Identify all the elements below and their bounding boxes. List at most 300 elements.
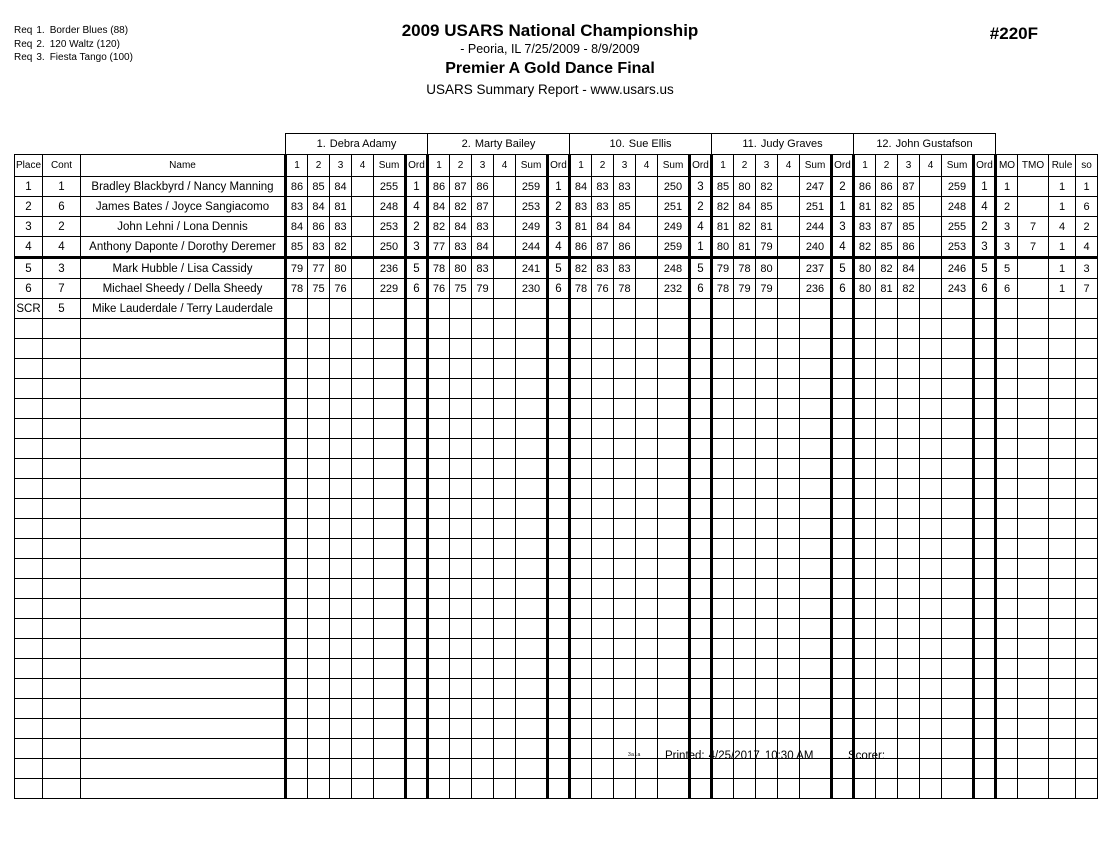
column-header-dance-3: 3 [898,155,920,177]
cell-empty [920,519,942,539]
cell-empty [472,739,494,759]
table-row-empty[interactable] [15,739,1098,759]
cell-empty [406,679,428,699]
cell-empty [548,479,570,499]
cell-empty [690,639,712,659]
cell-empty [800,379,832,399]
cell-empty [15,519,43,539]
cell-dance-score: 86 [876,177,898,197]
cell-empty [286,479,308,499]
cell-empty [570,719,592,739]
cell-empty [592,379,614,399]
cell-empty [1018,359,1049,379]
cell-empty [636,459,658,479]
requirement-label: Req [14,25,33,36]
cell-empty [734,699,756,719]
cell-dance-score: 82 [570,258,592,279]
cell-empty [876,519,898,539]
table-row-empty[interactable] [15,519,1098,539]
cell-empty [428,679,450,699]
cell-empty [1018,319,1049,339]
cell-empty [472,679,494,699]
cell-empty [570,359,592,379]
cell-empty [778,379,800,399]
cell-empty [898,659,920,679]
cell-empty [876,679,898,699]
cell-empty [494,379,516,399]
cell-empty [15,739,43,759]
cell-empty [1076,639,1098,659]
cell-empty [734,379,756,399]
cell-empty [286,559,308,579]
cell-empty [548,439,570,459]
cell-empty [1018,599,1049,619]
cell-empty [570,699,592,719]
cell-empty [286,719,308,739]
cell-empty [428,639,450,659]
cell-sum: 236 [800,279,832,299]
cell-empty [494,519,516,539]
cell-empty [854,579,876,599]
cell-empty [1018,779,1049,799]
cell-empty [81,739,286,759]
cell-empty [494,499,516,519]
cell-empty [996,639,1018,659]
cell-empty [374,759,406,779]
cell-so [1076,299,1098,319]
requirement-label: Req [14,38,33,50]
cell-ord: 1 [690,237,712,258]
cell-empty [43,659,81,679]
cell-empty [800,319,832,339]
cell-empty [996,679,1018,699]
cell-empty [712,719,734,739]
cell-dance-score: 86 [428,177,450,197]
cell-sum: 249 [658,217,690,237]
cell-dance-score: 82 [898,279,920,299]
table-row[interactable] [15,258,1098,279]
column-header-dance-1: 1 [286,155,308,177]
cell-empty [1018,719,1049,739]
table-row[interactable] [15,237,1098,258]
cell-empty [996,459,1018,479]
cell-empty [854,559,876,579]
cell-empty [712,399,734,419]
column-header-sum: Sum [942,155,974,177]
cell-empty [658,559,690,579]
cell-empty [658,459,690,479]
cell-empty [472,439,494,459]
judge-number: 10. [609,138,625,150]
cell-empty [406,519,428,539]
cell-empty [832,399,854,419]
cell-empty [1018,759,1049,779]
cell-empty [690,319,712,339]
cell-empty [942,599,974,619]
cell-empty [308,459,330,479]
cell-dance-score [778,258,800,279]
cell-empty [898,779,920,799]
cell-empty [472,539,494,559]
cell-empty [734,479,756,499]
cell-dance-score [920,217,942,237]
cell-dance-score: 78 [428,258,450,279]
table-row-empty[interactable] [15,379,1098,399]
cell-empty [494,579,516,599]
cell-empty [15,779,43,799]
table-row-empty[interactable] [15,339,1098,359]
cell-empty [450,619,472,639]
cell-empty [406,599,428,619]
cell-sum: 241 [516,258,548,279]
cell-empty [800,599,832,619]
cell-empty [614,779,636,799]
cell-cont: 7 [43,279,81,299]
cell-dance-score: 79 [286,258,308,279]
table-row-empty[interactable] [15,579,1098,599]
cell-empty [778,419,800,439]
cell-dance-score: 85 [286,237,308,258]
table-row-empty[interactable] [15,719,1098,739]
cell-empty [570,639,592,659]
cell-empty [516,499,548,519]
cell-empty [308,499,330,519]
cell-empty [1049,479,1076,499]
cell-empty [374,779,406,799]
table-row-empty[interactable] [15,479,1098,499]
cell-dance-score: 86 [472,177,494,197]
cell-dance-score: 83 [308,237,330,258]
cell-empty [81,539,286,559]
cell-empty [898,619,920,639]
table-row-empty[interactable] [15,759,1098,779]
cell-ord: 3 [974,237,996,258]
cell-ord: 3 [832,217,854,237]
cell-empty [15,479,43,499]
cell-empty [690,779,712,799]
cell-empty [778,459,800,479]
cell-empty [832,499,854,519]
cell-empty [428,699,450,719]
cell-empty [494,699,516,719]
cell-empty [800,779,832,799]
judge-row-spacer [1049,134,1076,155]
cell-empty [854,599,876,619]
cell-empty [832,359,854,379]
cell-empty [920,699,942,719]
table-row-empty[interactable] [15,699,1098,719]
cell-name: John Lehni / Lona Dennis [81,217,286,237]
cell-empty [920,559,942,579]
column-header-row [15,155,1098,177]
cell-empty [43,539,81,559]
cell-empty [516,739,548,759]
cell-empty [832,719,854,739]
table-row-empty[interactable] [15,419,1098,439]
cell-empty [1049,459,1076,479]
table-row-empty[interactable] [15,499,1098,519]
cell-empty [920,579,942,599]
cell-empty [1076,539,1098,559]
cell-ord: 4 [548,237,570,258]
judge-row-spacer [996,134,1018,155]
cell-rule: 1 [1049,279,1076,299]
cell-empty [712,319,734,339]
cell-so: 7 [1076,279,1098,299]
cell-dance-score: 75 [450,279,472,299]
cell-empty [832,459,854,479]
cell-empty [778,719,800,739]
cell-dance-score: 85 [898,197,920,217]
cell-empty [352,539,374,559]
cell-empty [81,559,286,579]
cell-rule: 1 [1049,258,1076,279]
cell-dance-score: 80 [330,258,352,279]
cell-empty [876,539,898,559]
judge-row-spacer [15,134,43,155]
cell-empty [832,659,854,679]
column-header-dance-3: 3 [330,155,352,177]
cell-sum: 247 [800,177,832,197]
cell-dance-score [636,299,658,319]
cell-empty [570,379,592,399]
cell-ord [974,299,996,319]
cell-dance-score [778,217,800,237]
cell-empty [854,699,876,719]
cell-empty [854,399,876,419]
table-row-empty[interactable] [15,459,1098,479]
cell-empty [690,419,712,439]
cell-empty [942,539,974,559]
cell-sum: 253 [942,237,974,258]
table-row[interactable] [15,279,1098,299]
cell-so: 6 [1076,197,1098,217]
cell-empty [756,419,778,439]
cell-empty [800,659,832,679]
table-row[interactable] [15,197,1098,217]
cell-dance-score: 83 [614,258,636,279]
cell-empty [43,779,81,799]
cell-sum [800,299,832,319]
cell-dance-score: 80 [756,258,778,279]
cell-empty [778,579,800,599]
cell-empty [592,719,614,739]
table-row-empty[interactable] [15,559,1098,579]
cell-empty [570,519,592,539]
table-row[interactable] [15,217,1098,237]
cell-empty [1076,759,1098,779]
cell-mo: 1 [996,177,1018,197]
cell-dance-score: 87 [898,177,920,197]
cell-dance-score: 83 [854,217,876,237]
cell-empty [876,339,898,359]
cell-empty [920,379,942,399]
cell-empty [592,699,614,719]
cell-empty [636,619,658,639]
cell-empty [374,499,406,519]
cell-empty [898,419,920,439]
cell-empty [352,599,374,619]
print-artifact-mark: 3a1a [628,752,641,758]
table-row-empty[interactable] [15,599,1098,619]
cell-empty [43,639,81,659]
table-row-empty[interactable] [15,679,1098,699]
cell-empty [898,719,920,739]
cell-empty [1076,519,1098,539]
cell-empty [658,539,690,559]
cell-empty [428,459,450,479]
table-row-empty[interactable] [15,639,1098,659]
cell-dance-score [592,299,614,319]
cell-empty [450,479,472,499]
cell-empty [756,779,778,799]
cell-empty [942,739,974,759]
cell-empty [472,699,494,719]
cell-dance-score [352,237,374,258]
cell-empty [516,379,548,399]
cell-ord: 5 [548,258,570,279]
cell-dance-score: 82 [876,197,898,217]
table-row-empty[interactable] [15,539,1098,559]
cell-empty [374,739,406,759]
cell-dance-score: 78 [712,279,734,299]
cell-empty [974,539,996,559]
cell-dance-score: 87 [592,237,614,258]
cell-empty [1049,759,1076,779]
cell-empty [996,579,1018,599]
cell-sum: 248 [942,197,974,217]
cell-empty [1018,519,1049,539]
cell-sum: 250 [374,237,406,258]
cell-empty [614,339,636,359]
cell-empty [406,759,428,779]
table-row-empty[interactable] [15,779,1098,799]
cell-empty [548,359,570,379]
cell-empty [15,619,43,639]
cell-empty [494,659,516,679]
cell-empty [832,379,854,399]
cell-empty [1049,779,1076,799]
cell-empty [920,739,942,759]
printed-date: 4/25/2017 [708,750,760,762]
cell-empty [942,459,974,479]
cell-empty [81,759,286,779]
cell-empty [428,519,450,539]
cell-cont: 5 [43,299,81,319]
cell-empty [832,419,854,439]
cell-empty [832,439,854,459]
cell-dance-score: 82 [876,258,898,279]
cell-empty [330,579,352,599]
cell-empty [548,379,570,399]
table-row-empty[interactable] [15,619,1098,639]
cell-dance-score: 80 [854,258,876,279]
cell-empty [1076,359,1098,379]
cell-ord [406,299,428,319]
cell-empty [712,539,734,559]
cell-empty [81,699,286,719]
cell-empty [286,499,308,519]
cell-empty [374,359,406,379]
requirement-label: Req [14,52,33,63]
column-header-dance-2: 2 [592,155,614,177]
cell-empty [658,419,690,439]
judge-name-header [854,134,996,155]
cell-empty [286,399,308,419]
cell-dance-score: 86 [286,177,308,197]
cell-empty [450,699,472,719]
cell-empty [658,679,690,699]
column-header-dance-4: 4 [494,155,516,177]
cell-empty [43,319,81,339]
cell-empty [920,419,942,439]
cell-empty [450,419,472,439]
cell-empty [15,699,43,719]
cell-empty [308,639,330,659]
table-row-empty[interactable] [15,399,1098,419]
cell-dance-score: 77 [428,237,450,258]
cell-dance-score: 84 [734,197,756,217]
cell-empty [330,479,352,499]
cell-so: 3 [1076,258,1098,279]
cell-empty [548,739,570,759]
cell-empty [974,759,996,779]
cell-empty [898,539,920,559]
table-row[interactable] [15,177,1098,197]
cell-empty [734,579,756,599]
cell-empty [308,759,330,779]
cell-empty [778,619,800,639]
cell-empty [286,599,308,619]
cell-dance-score: 83 [472,217,494,237]
table-row[interactable] [15,299,1098,319]
cell-empty [1018,459,1049,479]
cell-empty [352,779,374,799]
cell-empty [1076,319,1098,339]
cell-empty [592,599,614,619]
cell-empty [712,439,734,459]
cell-empty [1018,379,1049,399]
table-row-empty[interactable] [15,359,1098,379]
cell-dance-score [876,299,898,319]
cell-empty [1049,639,1076,659]
cell-dance-score: 80 [854,279,876,299]
cell-empty [428,659,450,679]
cell-empty [756,679,778,699]
cell-empty [996,659,1018,679]
cell-sum: 232 [658,279,690,299]
cell-empty [876,719,898,739]
table-row-empty[interactable] [15,659,1098,679]
cell-empty [1049,719,1076,739]
cell-empty [548,639,570,659]
cell-empty [308,519,330,539]
cell-ord: 5 [690,258,712,279]
cell-empty [778,519,800,539]
cell-empty [712,619,734,639]
cell-empty [974,339,996,359]
table-row-empty[interactable] [15,439,1098,459]
cell-empty [43,419,81,439]
cell-empty [472,579,494,599]
cell-empty [756,659,778,679]
cell-empty [996,559,1018,579]
cell-empty [1076,479,1098,499]
cell-empty [636,339,658,359]
cell-empty [658,499,690,519]
table-row-empty[interactable] [15,319,1098,339]
cell-dance-score [330,299,352,319]
